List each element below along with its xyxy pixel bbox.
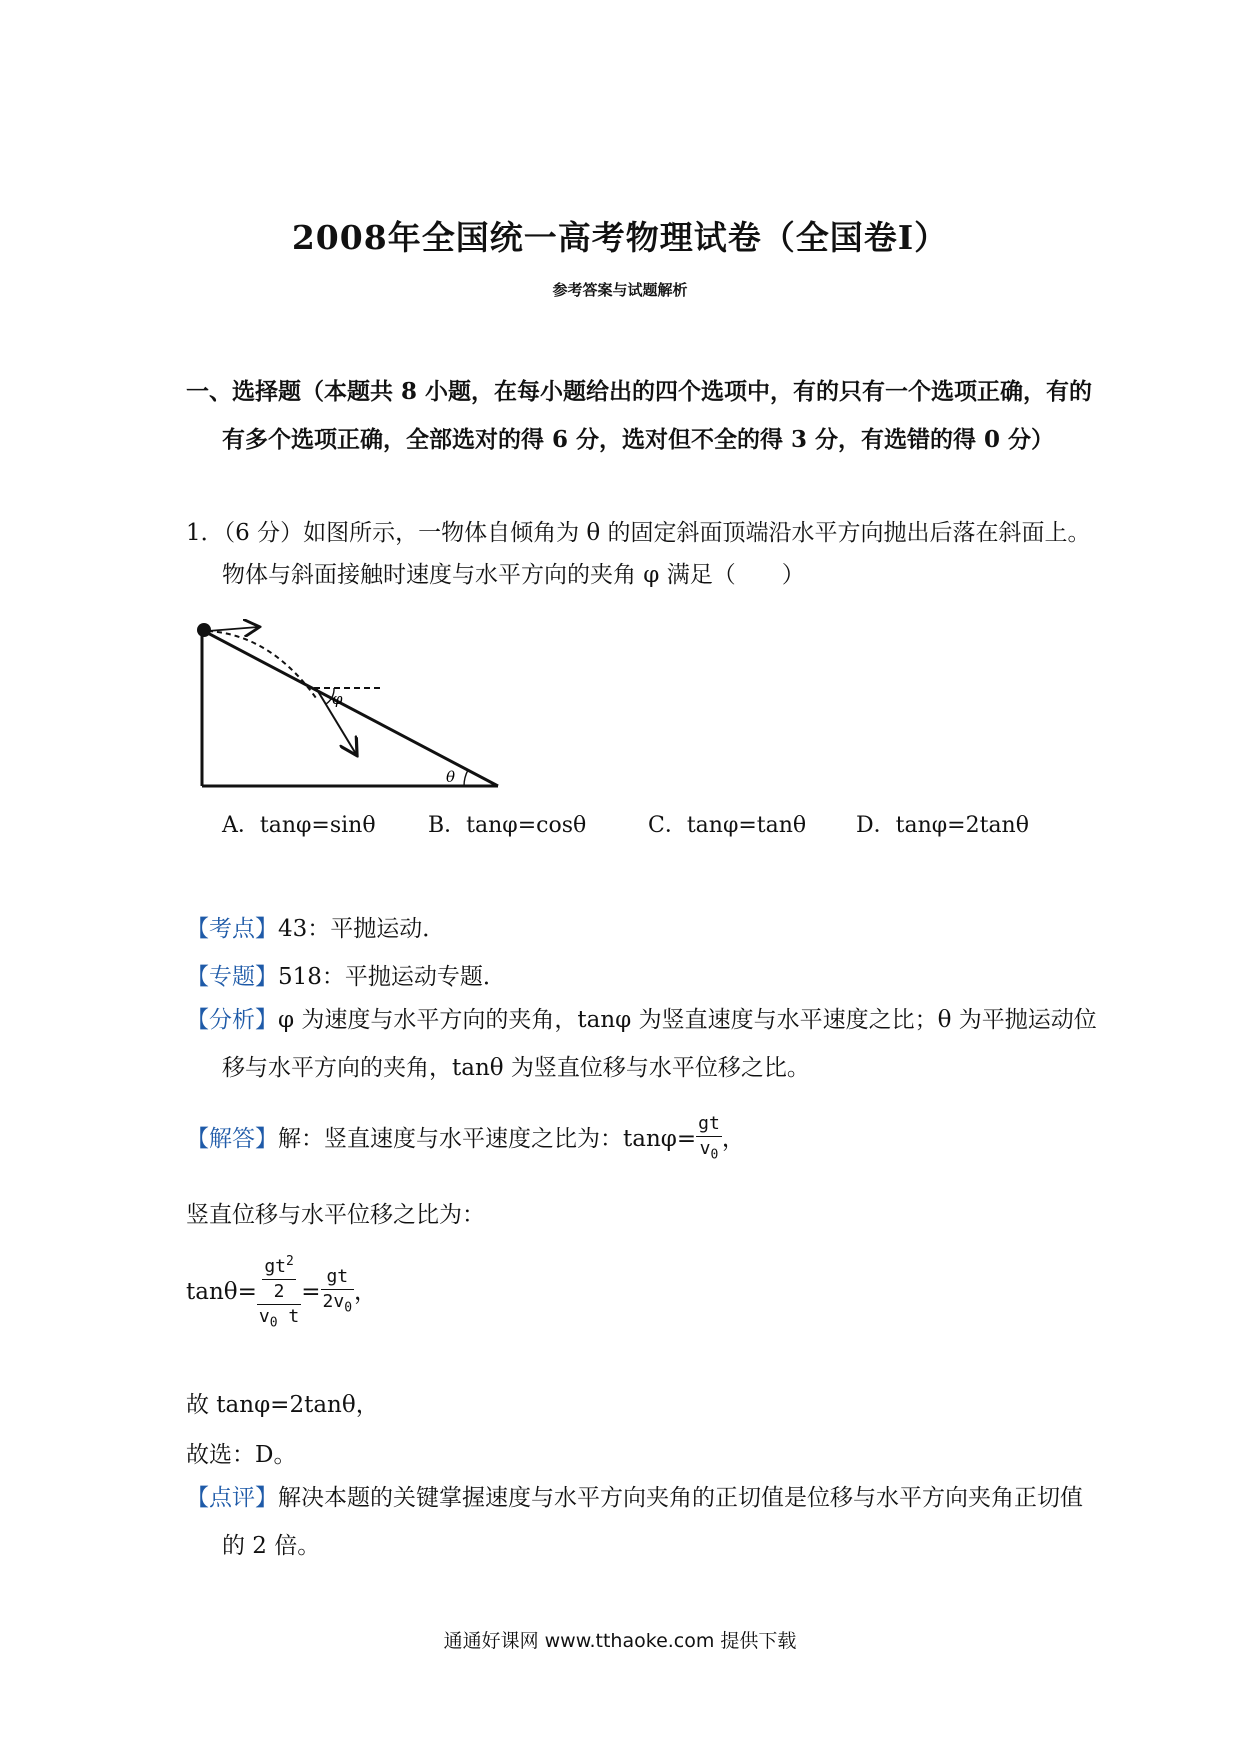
theta-arc: [464, 770, 468, 786]
zhuanti-tag: 【专题】: [186, 964, 278, 990]
kaodian-tag: 【考点】: [186, 916, 278, 942]
equals-sign: =: [301, 1278, 321, 1305]
option-d: D．tanφ=2tanθ: [856, 813, 1029, 838]
dianping-text: 解决本题的关键掌握速度与水平方向夹角的正切值是位移与水平方向夹角正切值的 2 倍。: [222, 1485, 1083, 1559]
inner-fraction: $\frac{gt^2}{2}$: [264, 1254, 294, 1302]
compound-fraction: $\frac{\frac{gt^2}{2}}{v_0 t}$: [257, 1250, 301, 1336]
jieda-tag: 【解答】: [186, 1125, 278, 1152]
jieda-line: [186, 1112, 745, 1168]
fraction-gt-over-2v0: $\frac{gt}{2v_0}$: [322, 1266, 353, 1316]
option-b: B．tanφ=cosθ: [428, 813, 587, 838]
fenxi-tag: 【分析】: [186, 1007, 278, 1033]
ball: [197, 623, 211, 637]
kaodian-text: 43：平抛运动．: [278, 916, 446, 942]
answer-line: 故选：D。: [186, 1442, 297, 1468]
incline-projectile-figure: [196, 618, 516, 798]
dianping-paragraph: [186, 1474, 1102, 1570]
zhuanti-text: 518：平抛运动专题．: [278, 964, 506, 990]
comma-2: ，: [354, 1278, 378, 1305]
fenxi-text: φ 为速度与水平方向的夹角，tanφ 为竖直速度与水平速度之比；θ 为平抛运动位移与水平方向的夹角，tanθ 为竖直位移与水平位移之比。: [222, 1007, 1097, 1081]
page-title: 2008年全国统一高考物理试卷（全国卷I）: [291, 218, 949, 257]
option-c: C．tanφ=tanθ: [648, 813, 807, 838]
fraction-gt-over-v0: $\frac{gt}{v_0}$: [698, 1113, 720, 1163]
kaodian-line: [186, 910, 445, 943]
zhuanti-line: [186, 958, 506, 991]
section-heading: 一、选择题（本题共 8 小题，在每小题给出的四个选项中，有的只有一个选项正确，有的有多个选项正确，全部选对的得 6 分，选对但不全的得 3 分，有选错的得 0 分）: [186, 378, 1093, 453]
theta-label: θ: [446, 768, 456, 786]
ratio-line: 竖直位移与水平位移之比为：: [186, 1202, 485, 1228]
answer-options: [222, 808, 1042, 839]
phi-label: φ: [332, 690, 343, 708]
jieda-prefix: 解：竖直速度与水平速度之比为：tanφ=: [278, 1125, 697, 1152]
comma: ，: [721, 1125, 745, 1152]
tan-theta-prefix: tanθ=: [186, 1278, 257, 1305]
initial-velocity-arrow: [208, 627, 258, 631]
option-a: A．tanφ=sinθ: [222, 813, 376, 838]
incline-triangle: [202, 630, 498, 786]
page-subtitle: 参考答案与试题解析: [552, 281, 688, 299]
tan-theta-equation: [186, 1250, 377, 1336]
page-footer: 通通好课网 www.tthaoke.com 提供下载: [443, 1630, 797, 1652]
question-1-text: 1．（6 分）如图所示，一物体自倾角为 θ 的固定斜面顶端沿水平方向抛出后落在斜面上。物体与斜面接触时速度与水平方向的夹角 φ 满足（ ）: [186, 520, 1091, 588]
dianping-tag: 【点评】: [186, 1485, 278, 1511]
fenxi-paragraph: [186, 996, 1102, 1092]
conclusion-line: 故 tanφ=2tanθ，: [186, 1392, 379, 1418]
